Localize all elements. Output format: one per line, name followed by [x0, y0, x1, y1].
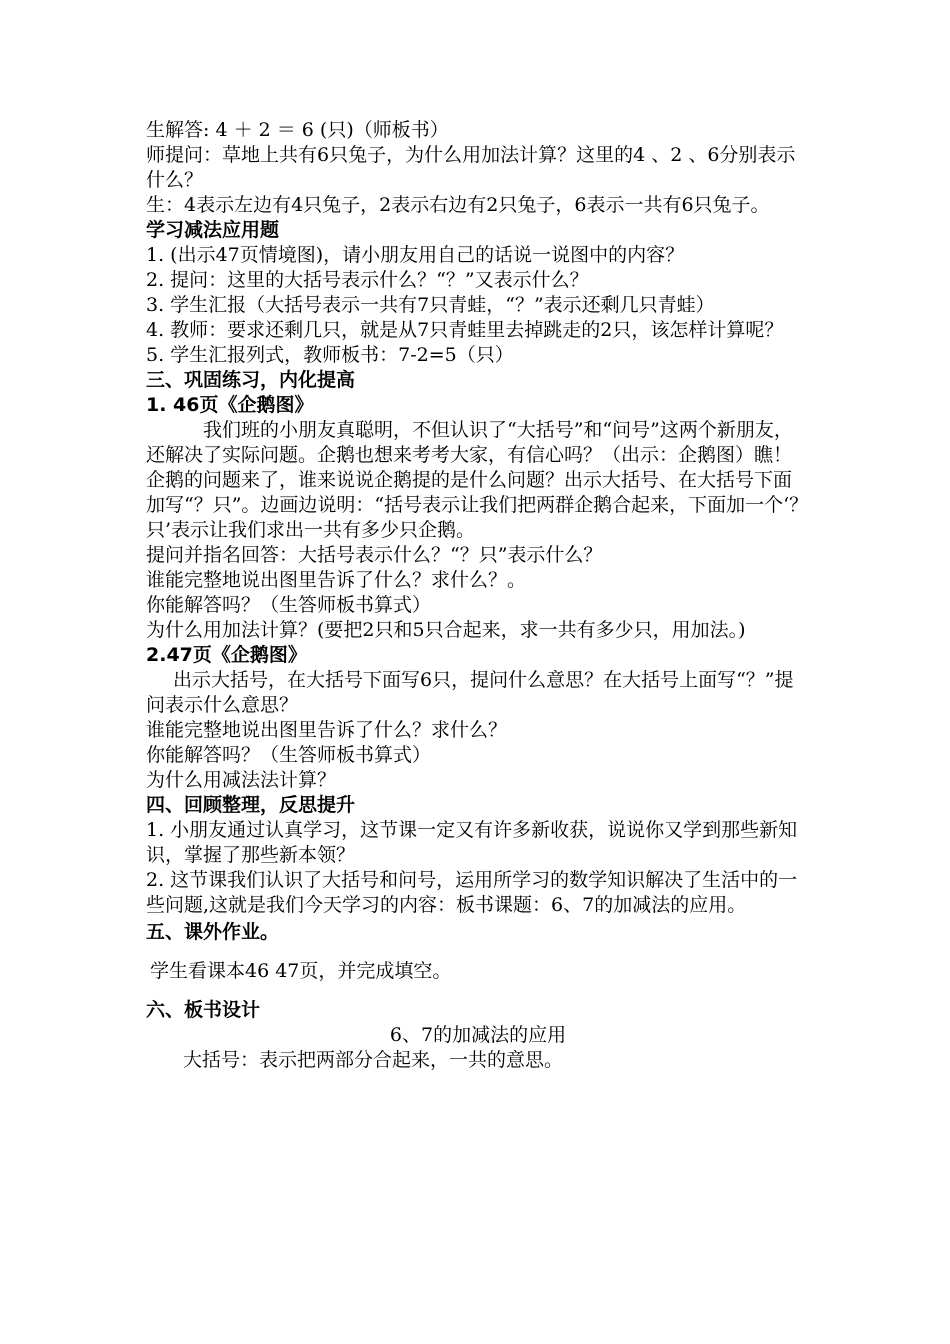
board-title: 6、7的加减法的应用	[389, 1024, 567, 1046]
list-item: 1. (出示47页情境图)，请小朋友用自己的话说一说图中的内容？	[146, 244, 685, 266]
penguin-46-question-2: 谁能完整地说出图里告诉了什么？求什么？。	[146, 569, 527, 591]
subtraction-heading: 学习减法应用题	[146, 219, 280, 241]
teacher-question: 师提问：草地上共有6只兔子，为什么用加法计算？这里的4 、2 、6分别表示什么？	[146, 144, 796, 191]
penguin-46-question-3: 你能解答吗？（生答师板书算式）	[146, 594, 432, 616]
section-3-heading: 三、巩固练习，内化提高	[146, 369, 356, 391]
penguin-46-question-4: 为什么用加法计算？(要把2只和5只合起来，求一共有多少只，用加法。)	[146, 619, 746, 641]
homework-text: 学生看课本46 47页，并完成填空。	[150, 960, 452, 982]
board-line-brace: 大括号：表示把两部分合起来，一共的意思。	[183, 1049, 564, 1071]
section-4-heading: 四、回顾整理，反思提升	[146, 794, 356, 816]
list-item: 3. 学生汇报（大括号表示一共有7只青蛙，“？”表示还剩几只青蛙）	[146, 294, 715, 316]
penguin-47-paragraph: 出示大括号，在大括号下面写6只，提问什么意思？在大括号上面写“？”提问表示什么意思？	[146, 669, 794, 716]
penguin-47-question-2: 你能解答吗？（生答师板书算式）	[146, 744, 432, 766]
sub-heading-penguin-46: 1. 46页《企鹅图》	[146, 394, 314, 416]
penguin-46-paragraph: 我们班的小朋友真聪明，不但认识了“大括号”和“问号”这两个新朋友，还解决了实际问题。企鹅也想来考考大家，有信心吗？（出示：企鹅图）瞧！企鹅的问题来了，谁来说说企鹅提的是什么问题？出示大括号、在大括号下面加写“？只”。边画边说明：“括号表示让我们把两群企鹅合起来，下面加一个‘？只’表示让我们求出一共有多少只企鹅。	[146, 419, 809, 541]
list-item: 5. 学生汇报列式，教师板书：7-2=5（只）	[146, 344, 514, 366]
section-5-heading: 五、课外作业。	[146, 921, 280, 943]
document-page	[146, 118, 810, 1073]
sub-heading-penguin-47: 2.47页《企鹅图》	[146, 644, 307, 666]
penguin-47-question-3: 为什么用减法法计算？	[146, 769, 337, 791]
list-item: 2. 提问：这里的大括号表示什么？“？”又表示什么？	[146, 269, 589, 291]
student-answer: 生：4表示左边有4只兔子，2表示右边有2只兔子，6表示一共有6只兔子。	[146, 194, 770, 216]
penguin-46-question-1: 提问并指名回答：大括号表示什么？“？只”表示什么？	[146, 544, 603, 566]
section-6-heading: 六、板书设计	[146, 999, 261, 1021]
penguin-47-question-1: 谁能完整地说出图里告诉了什么？求什么？	[146, 719, 508, 741]
list-item: 4. 教师：要求还剩几只，就是从7只青蛙里去掉跳走的2只，该怎样计算呢？	[146, 319, 784, 341]
review-paragraph-1: 1. 小朋友通过认真学习，这节课一定又有许多新收获，说说你又学到那些新知识，掌握了那些新本领？	[146, 819, 798, 866]
answer-line: 生解答: 4 ＋ 2 ＝ 6 (只)（师板书）	[146, 119, 449, 141]
review-paragraph-2: 2. 这节课我们认识了大括号和问号，运用所学习的数学知识解决了生活中的一些问题,这就是我们今天学习的内容：板书课题：6、7的加减法的应用。	[146, 869, 798, 916]
